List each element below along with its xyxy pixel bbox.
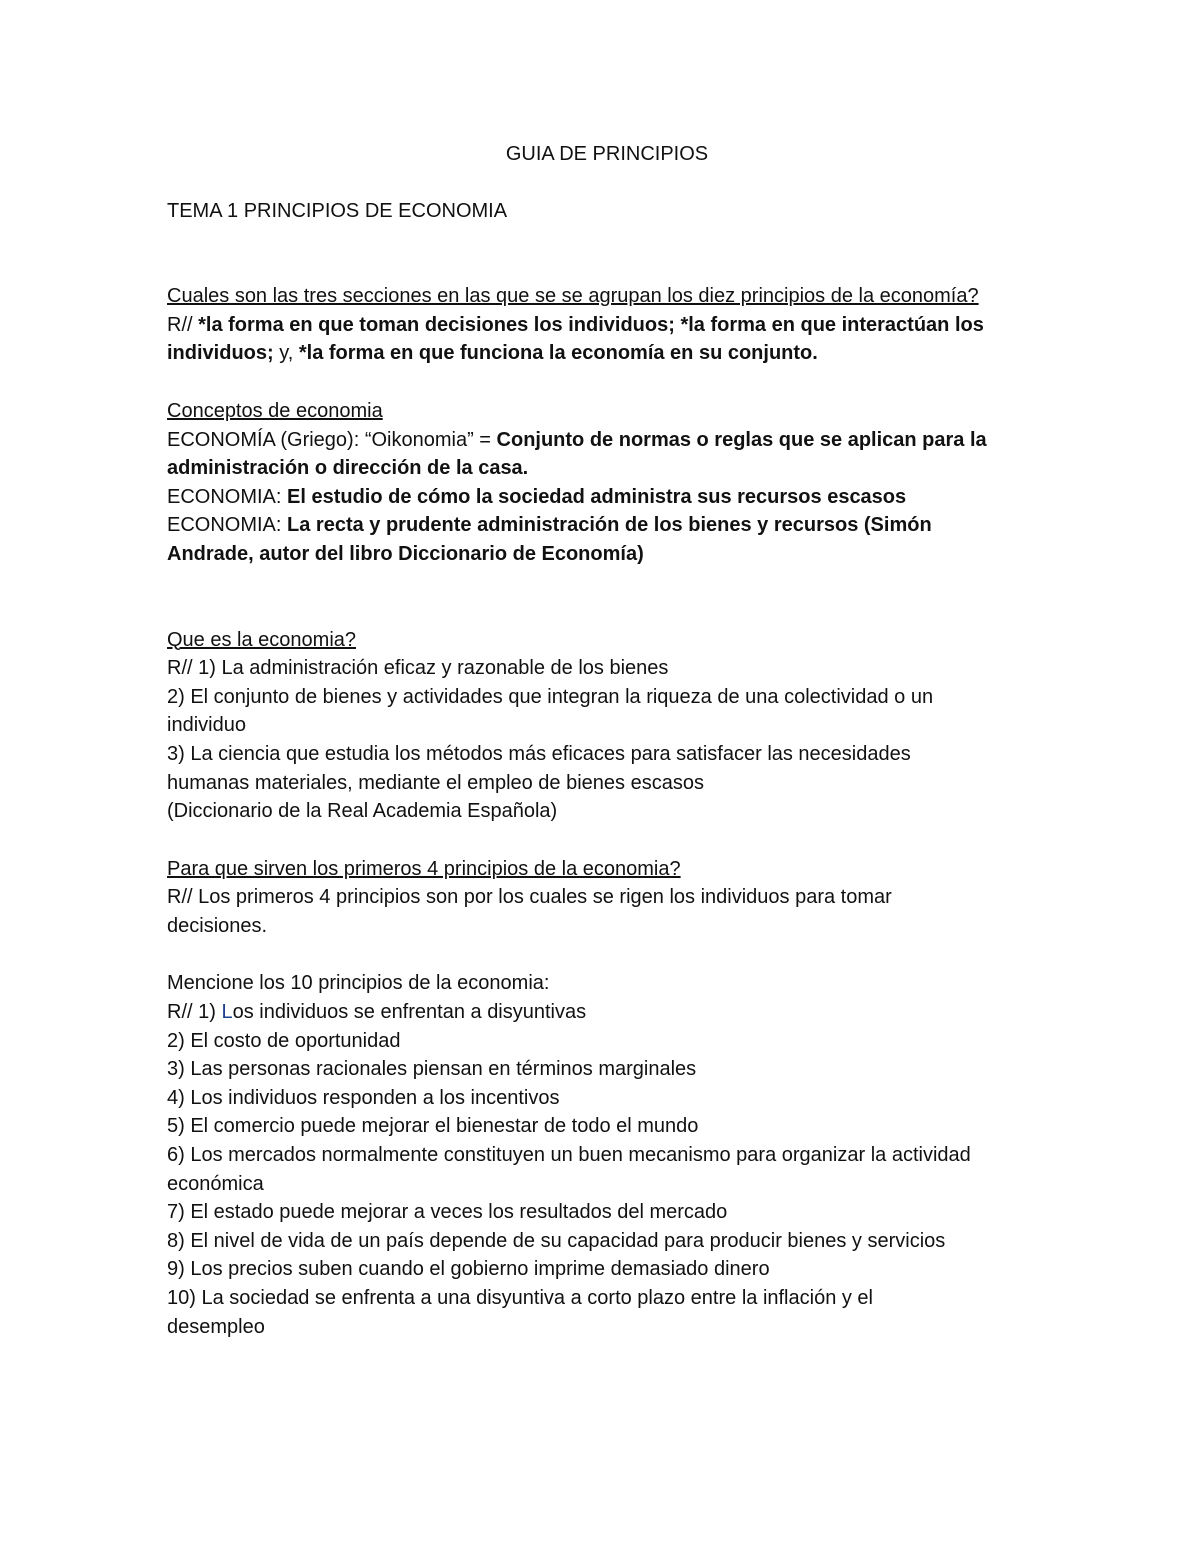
section-first-four	[167, 855, 1047, 941]
answer-text: individuos;	[167, 342, 280, 365]
section-what-is-economy	[167, 626, 1047, 826]
principle-item: 3) Las personas racionales piensan en términos marginales	[167, 1058, 697, 1081]
answer-line: R// 1) La administración eficaz y razonable de los bienes	[167, 657, 669, 680]
answer-prefix: R//	[167, 313, 199, 336]
principle-accent-letter: L	[221, 1001, 233, 1024]
principle-text: os individuos se enfrentan a disyuntivas	[232, 1001, 587, 1024]
concept-line: administración o dirección de la casa.	[167, 457, 529, 480]
concept-label: ECONOMÍA (Griego): “Oikonomia” =	[167, 428, 497, 451]
answer-line	[167, 311, 1047, 340]
concept-line	[167, 511, 1047, 540]
document-body	[167, 140, 1047, 1341]
concept-label: ECONOMIA:	[167, 485, 288, 508]
principle-item: 10) La sociedad se enfrenta a una disyuntiva a corto plazo entre la inflación y el	[167, 1287, 873, 1309]
answer-line: humanas materiales, mediante el empleo de bienes escasos	[167, 771, 704, 794]
principle-item: 7) El estado puede mejorar a veces los resultados del mercado	[167, 1201, 728, 1224]
concept-line	[167, 426, 1047, 455]
principle-item: desempleo	[167, 1315, 265, 1338]
concept-text: Conjunto de normas o reglas que se aplican para la	[496, 428, 987, 451]
answer-line: (Diccionario de la Real Academia Española)	[167, 800, 558, 823]
concept-line	[167, 483, 1047, 512]
concept-text: El estudio de cómo la sociedad administra sus recursos escasos	[287, 485, 907, 508]
principle-item	[167, 998, 1047, 1027]
question-first-four: Para que sirven los primeros 4 principios de la economia?	[167, 857, 681, 880]
principle-item: 4) Los individuos responden a los incentivos	[167, 1086, 560, 1109]
answer-line: 2) El conjunto de bienes y actividades que integran la riqueza de una colectividad o un	[167, 685, 934, 708]
answer-text: *la forma en que funciona la economía en su conjunto.	[298, 342, 818, 365]
answer-text: *la forma en que toman decisiones los individuos; *la forma en que interactúan los	[198, 313, 984, 336]
answer-line: decisiones.	[167, 914, 268, 937]
section-ten-principles	[167, 969, 1047, 1341]
section-concepts	[167, 397, 1047, 569]
concept-label: ECONOMIA:	[167, 514, 288, 537]
concept-line: Andrade, autor del libro Diccionario de Economía)	[167, 542, 644, 565]
answer-line: individuo	[167, 714, 246, 737]
answer-line: R// Los primeros 4 principios son por los cuales se rigen los individuos para tomar	[167, 886, 892, 909]
principle-prefix: R// 1)	[167, 1001, 222, 1024]
principle-item: 8) El nivel de vida de un país depende de su capacidad para producir bienes y servicios	[167, 1229, 946, 1252]
answer-text: y,	[279, 342, 299, 365]
principle-item: 2) El costo de oportunidad	[167, 1029, 401, 1052]
principles-heading: Mencione los 10 principios de la economia:	[167, 972, 550, 995]
concepts-heading: Conceptos de economia	[167, 399, 383, 422]
page-title: GUIA DE PRINCIPIOS	[505, 143, 709, 165]
concept-text: La recta y prudente administración de los bienes y recursos (Simón	[287, 514, 932, 537]
principle-item: 9) Los precios suben cuando el gobierno imprime demasiado dinero	[167, 1258, 770, 1281]
answer-line	[167, 339, 1047, 368]
question-what-is-economy: Que es la economia?	[167, 628, 357, 651]
section-three-sections	[167, 282, 1047, 368]
question-three-sections: Cuales son las tres secciones en las que se se agrupan los diez principios de la economía?	[167, 285, 979, 308]
principle-item: económica	[167, 1172, 264, 1195]
principle-item: 5) El comercio puede mejorar el bienestar de todo el mundo	[167, 1115, 699, 1138]
topic-heading: TEMA 1 PRINCIPIOS DE ECONOMIA	[167, 199, 508, 222]
principle-item: 6) Los mercados normalmente constituyen un buen mecanismo para organizar la actividad	[167, 1144, 971, 1167]
answer-line: 3) La ciencia que estudia los métodos más eficaces para satisfacer las necesidades	[167, 742, 911, 765]
